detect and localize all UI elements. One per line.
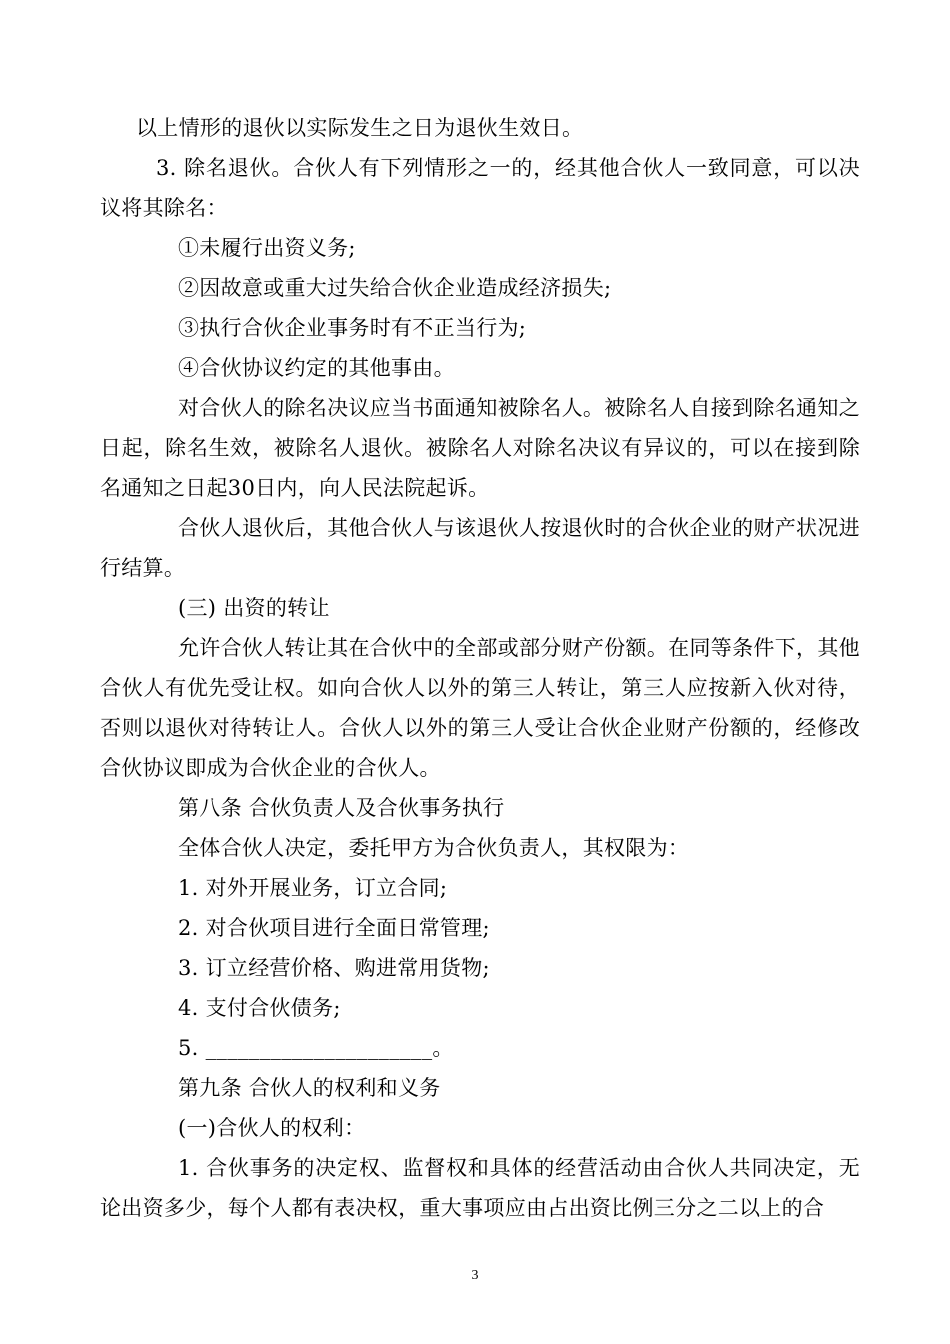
section-heading-transfer: (三) 出资的转让 xyxy=(178,596,330,620)
list-item-authority-1: 1. 对外开展业务，订立合同; xyxy=(178,876,448,900)
paragraph-expulsion-heading: 3. 除名退伙。合伙人有下列情形之一的，经其他合伙人一致同意，可以决议将其除名： xyxy=(100,156,860,220)
article-heading-8: 第八条 合伙负责人及合伙事务执行 xyxy=(178,796,505,820)
paragraph-authority-intro: 全体合伙人决定，委托甲方为合伙负责人，其权限为： xyxy=(178,836,690,860)
list-item-expulsion-4: ④合伙协议约定的其他事由。 xyxy=(178,356,455,380)
paragraph-rights-1: 1. 合伙事务的决定权、监督权和具体的经营活动由合伙人共同决定，无论出资多少，每个人都有表决权，重大事项应由占出资比例三分之二以上的合 xyxy=(100,1156,860,1220)
paragraph-withdrawal-effective-date: 以上情形的退伙以实际发生之日为退伙生效日。 xyxy=(136,116,584,140)
page-number: 3 xyxy=(471,1268,479,1283)
list-item-expulsion-3: ③执行合伙企业事务时有不正当行为; xyxy=(178,316,527,340)
list-item-authority-4: 4. 支付合伙债务; xyxy=(178,996,341,1020)
list-item-authority-3: 3. 订立经营价格、购进常用货物; xyxy=(178,956,490,980)
paragraph-expulsion-notice: 对合伙人的除名决议应当书面通知被除名人。被除名人自接到除名通知之日起，除名生效，被除名人退伙。被除名人对除名决议有异议的，可以在接到除名通知之日起30日内，向人民法院起诉。 xyxy=(100,396,860,500)
section-heading-rights: (一)合伙人的权利： xyxy=(178,1116,366,1140)
paragraph-transfer: 允许合伙人转让其在合伙中的全部或部分财产份额。在同等条件下，其他合伙人有优先受让权。如向合伙人以外的第三人转让，第三人应按新入伙对待，否则以退伙对待转让人。合伙人以外的第三人受让合伙企业财产份额的，经修改合伙协议即成为合伙企业的合伙人。 xyxy=(100,636,860,780)
list-item-expulsion-1: ①未履行出资义务; xyxy=(178,236,356,260)
article-heading-9: 第九条 合伙人的权利和义务 xyxy=(178,1076,441,1100)
list-item-expulsion-2: ②因故意或重大过失给合伙企业造成经济损失; xyxy=(178,276,612,300)
document-body xyxy=(100,108,860,1228)
list-item-authority-2: 2. 对合伙项目进行全面日常管理; xyxy=(178,916,490,940)
paragraph-settlement: 合伙人退伙后，其他合伙人与该退伙人按退伙时的合伙企业的财产状况进行结算。 xyxy=(100,516,860,580)
list-item-authority-5: 5. _____________________。 xyxy=(178,1036,454,1060)
